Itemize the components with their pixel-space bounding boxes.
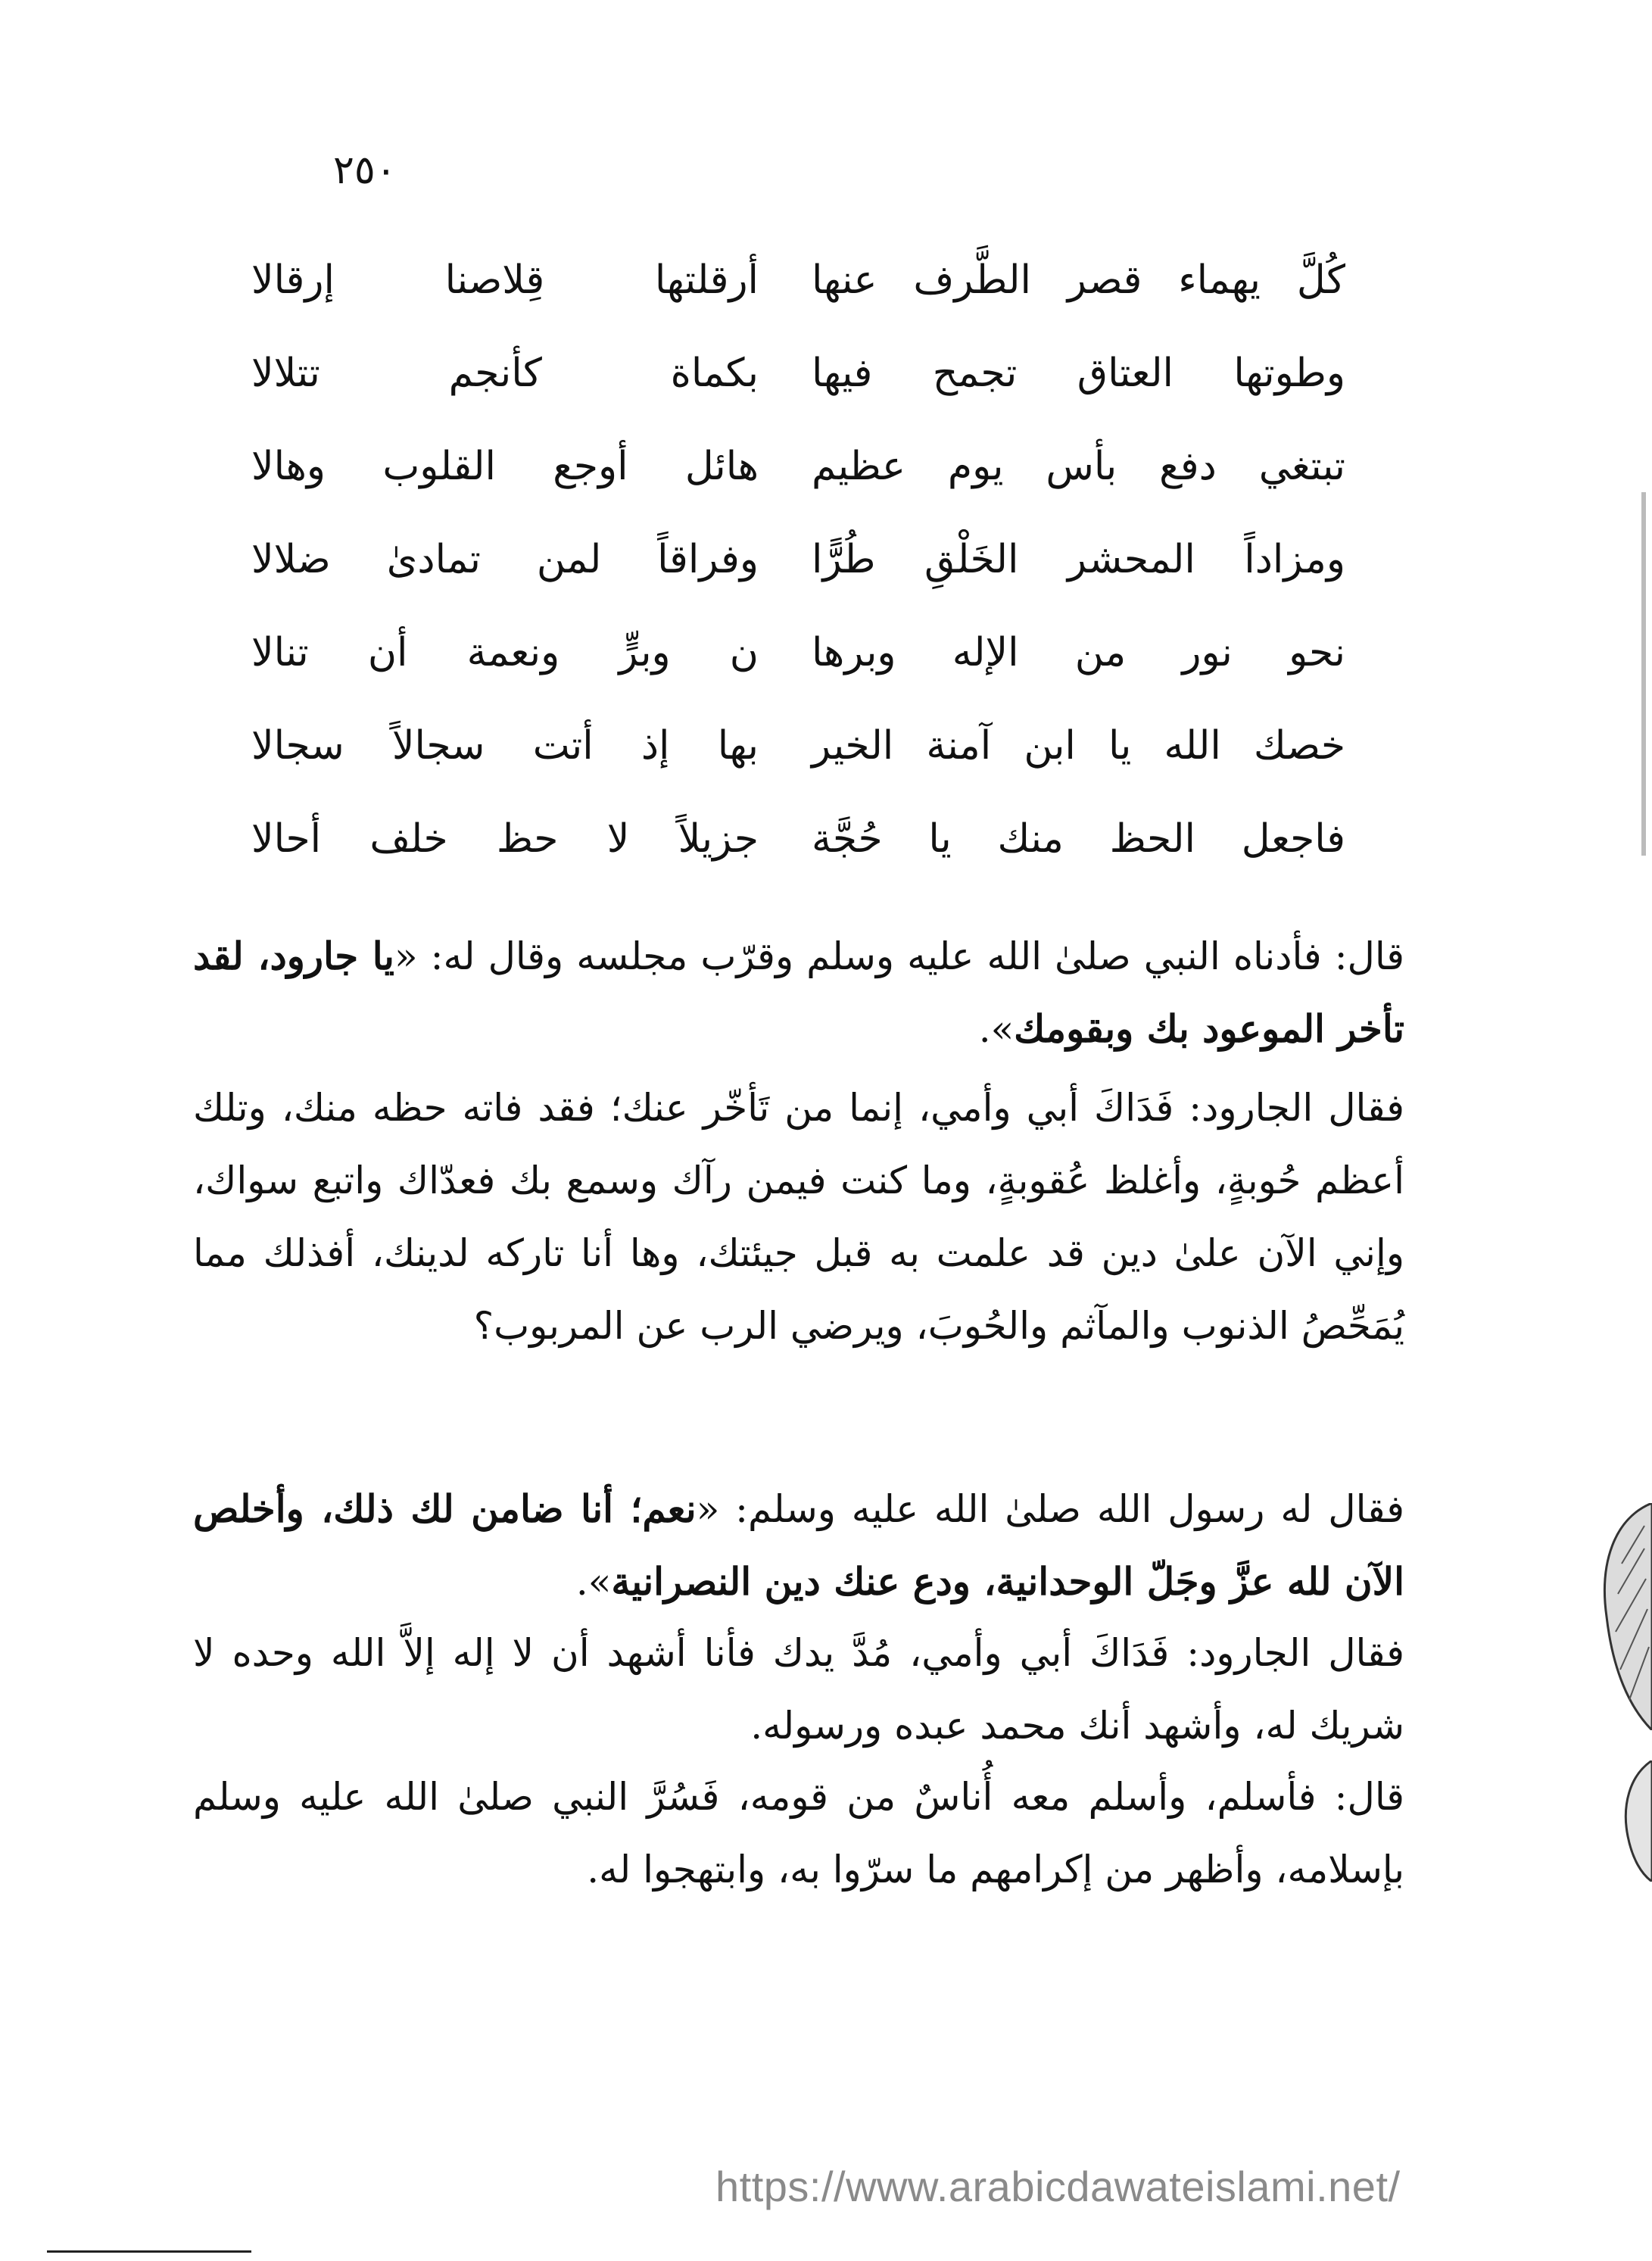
verse-second-hemistich: أرقلتها قِلاصنا إرقالا — [251, 257, 759, 303]
poem-verses — [0, 246, 1652, 898]
verse-second-hemistich: وفراقاً لمن تمادىٰ ضلالا — [251, 537, 759, 582]
verse-second-hemistich: بها إذ أتت سجالاً سجالا — [251, 723, 759, 769]
verse-second-hemistich: جزيلاً لا حظ خلف أحالا — [251, 816, 759, 862]
paragraph-prophet-answer — [193, 1473, 1404, 1618]
verse-second-hemistich: ن وبرٍّ ونعمة أن تنالا — [251, 630, 759, 675]
prophet-quote: يا جارود، لقد تأخر الموعود بك وبقومك — [193, 934, 1404, 1051]
paragraph-text: قال: فأدناه النبي صلىٰ الله عليه وسلم وقرّب مجلسه وقال له: « — [394, 934, 1404, 978]
paragraph-shahada: فقال الجارود: فَدَاكَ أبي وأمي، مُدَّ يدك فأنا أشهد أن لا إله إلاَّ الله وحده لا شريك له، وأشهد أنك محمد عبده ورسوله. — [193, 1631, 1404, 1748]
paragraph-conversion: قال: فأسلم، وأسلم معه أُناسٌ من قومه، فَسُرَّ النبي صلىٰ الله عليه وسلم بإسلامه، وأظهر من إكرامهم ما سرّوا به، وابتهجوا له. — [193, 1775, 1404, 1891]
paragraph-jarud-reply: فقال الجارود: فَدَاكَ أبي وأمي، إنما من تَأخّر عنك؛ فقد فاته حظه منك، وتلك أعظم حُوبةٍ، وأغلظ عُقوبةٍ، وما كنت فيمن رآك وسمع بك فعدّاك واتبع سواك، وإني الآن علىٰ دين قد علمت به قبل جيئتك، وها أنا تاركه لدينك، أفذلك مما يُمَحِّصُ الذنوب والمآثم والحُوبَ، ويرضي الرب عن المربوب؟ — [193, 1086, 1404, 1348]
footer-rule — [47, 2250, 251, 2253]
verse-first-hemistich: تبتغي دفع بأس يوم عظيم — [812, 444, 1345, 489]
verse-row — [0, 619, 1652, 712]
verse-first-hemistich: خصك الله يا ابن آمنة الخير — [812, 723, 1345, 769]
verse-second-hemistich: بكماة كأنجم تتلالا — [251, 351, 759, 396]
verse-first-hemistich: ومزاداً المحشر الخَلْقِ طُرًّا — [812, 537, 1345, 582]
verse-row — [0, 805, 1652, 898]
scan-edge-shadow — [1622, 1760, 1652, 1882]
paragraph-text: ». — [575, 1560, 612, 1604]
verse-first-hemistich: فاجعل الحظ منك يا حُجَّة — [812, 816, 1345, 862]
paragraph-text: فقال له رسول الله صلىٰ الله عليه وسلم: « — [696, 1487, 1404, 1531]
scan-edge-shadow — [1599, 1503, 1652, 1730]
watermark-url: https://www.arabicdawateislami.net/ — [715, 2163, 1401, 2210]
verse-row — [0, 339, 1652, 432]
page-number: ٢٥٠ — [333, 148, 397, 193]
verse-row — [0, 712, 1652, 805]
verse-row — [0, 432, 1652, 525]
verse-first-hemistich: كُلَّ يهماء قصر الطَّرف عنها — [812, 257, 1345, 303]
verse-second-hemistich: هائل أوجع القلوب وهالا — [251, 444, 759, 489]
paragraph-prophet-greeting — [193, 920, 1404, 1065]
paragraph-text: ». — [978, 1007, 1015, 1051]
scan-edge-mark — [1641, 492, 1646, 856]
verse-row — [0, 246, 1652, 339]
verse-first-hemistich: نحو نور من الإله وبرها — [812, 630, 1345, 675]
verse-first-hemistich: وطوتها العتاق تجمح فيها — [812, 351, 1345, 396]
verse-row — [0, 525, 1652, 619]
prophet-quote: نعم؛ أنا ضامن لك ذلك، وأخلص الآن لله عزَّ وجَلّ الوحدانية، ودع عنك دين النصرانية — [193, 1486, 1404, 1604]
